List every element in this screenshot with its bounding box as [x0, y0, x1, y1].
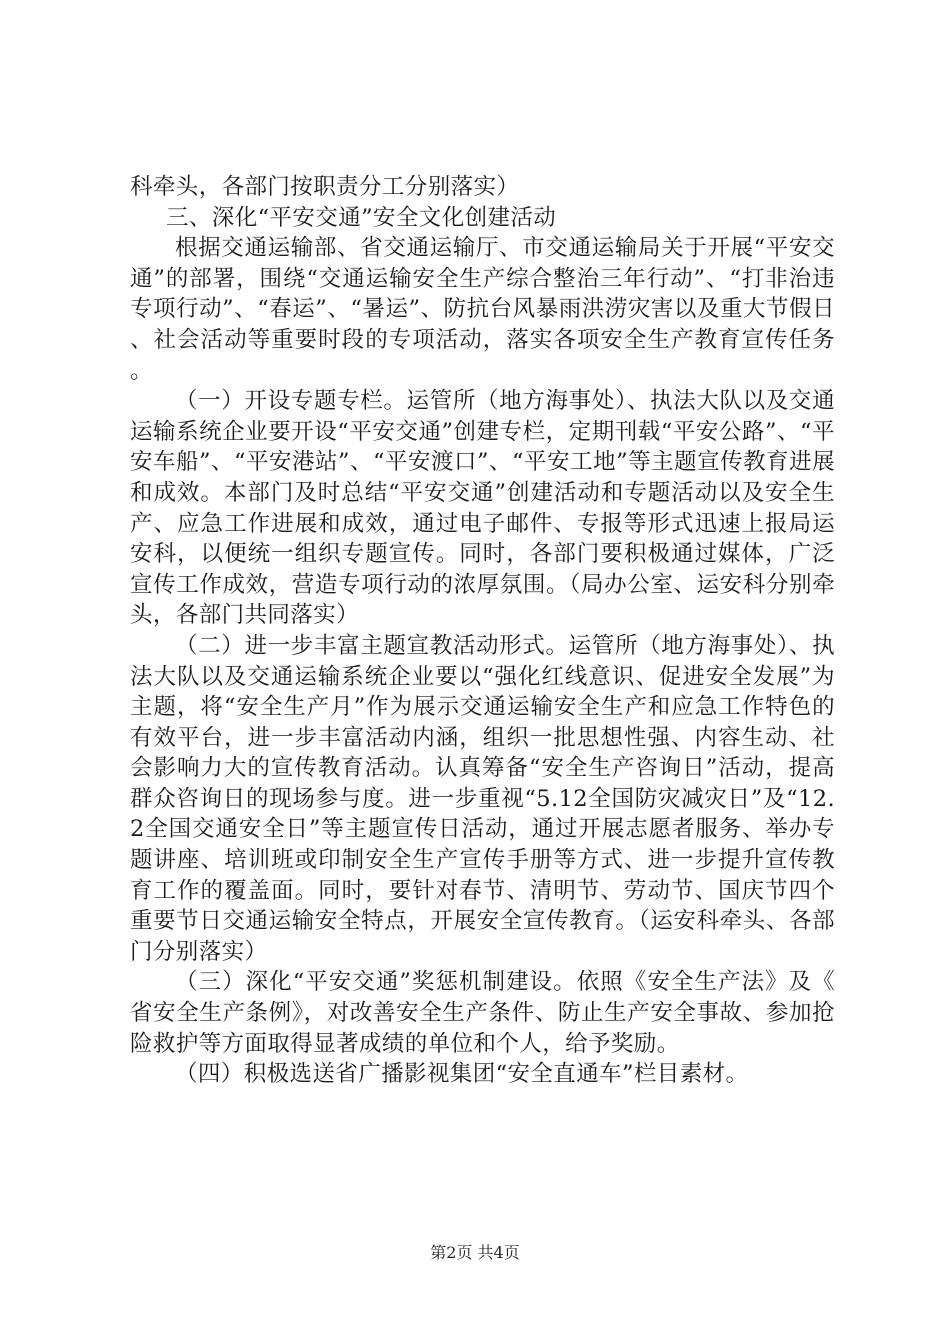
paragraph-item-1: （一）开设专题专栏。运管所（地方海事处）、执法大队以及交通运输系统企业要开设“平安交通”创建专栏，定期刊载“平安公路”、“平安车船”、“平安港站”、“平安渡口”、“平安工地”等主题宣传教育进展和成效。本部门及时总结“平安交通”创建活动和专题活动以及安全生产、应急工作进展和成效，通过电子邮件、专报等形式迅速上报局运安科，以便统一组织专题宣传。同时，各部门要积极通过媒体，广泛宣传工作成效，营造专项行动的浓厚氛围。（局办公室、运安科分别牵头，各部门共同落实） [130, 388, 835, 629]
paragraph-item-3: （三）深化“平安交通”奖惩机制建设。依照《安全生产法》及《省安全生产条例》，对改善安全生产条件、防止生产安全事故、参加抢险救护等方面取得显著成绩的单位和个人，给予奖励。 [130, 969, 835, 1057]
document-body [130, 172, 835, 1090]
paragraph-item-2: （二）进一步丰富主题宣教活动形式。运管所（地方海事处）、执法大队以及交通运输系统企业要以“强化红线意识、促进安全发展”为主题，将“安全生产月”作为展示交通运输安全生产和应急工作特色的有效平台，进一步丰富活动内涵，组织一批思想性强、内容生动、社会影响力大的宣传教育活动。认真筹备“安全生产咨询日”活动，提高群众咨询日的现场参与度。进一步重视“5.12全国防灾减灾日”及“12.2全国交通安全日”等主题宣传日活动，通过开展志愿者服务、举办专题讲座、培训班或印制安全生产宣传手册等方式、进一步提升宣传教育工作的覆盖面。同时，要针对春节、清明节、劳动节、国庆节四个重要节日交通运输安全特点，开展安全宣传教育。（运安科牵头、各部门分别落实） [130, 632, 835, 965]
paragraph-item-4: （四）积极选送省广播影视集团“安全直通车”栏目素材。 [175, 1061, 749, 1088]
page-footer: 第2页 共4页 [430, 1243, 520, 1262]
paragraph-intro: 根据交通运输部、省交通运输厅、市交通运输局关于开展“平安交通”的部署，围绕“交通运输安全生产综合整治三年行动”、“打非治违专项行动”、“春运”、“暑运”、防抗台风暴雨洪涝灾害以及重大节假日、社会活动等重要时段的专项活动，落实各项安全生产教育宣传任务。 [130, 235, 835, 384]
paragraph-continuation: 科牵头，各部门按职责分工分别落实） [130, 174, 520, 200]
section-heading: 三、深化“平安交通”安全文化创建活动 [166, 204, 557, 231]
